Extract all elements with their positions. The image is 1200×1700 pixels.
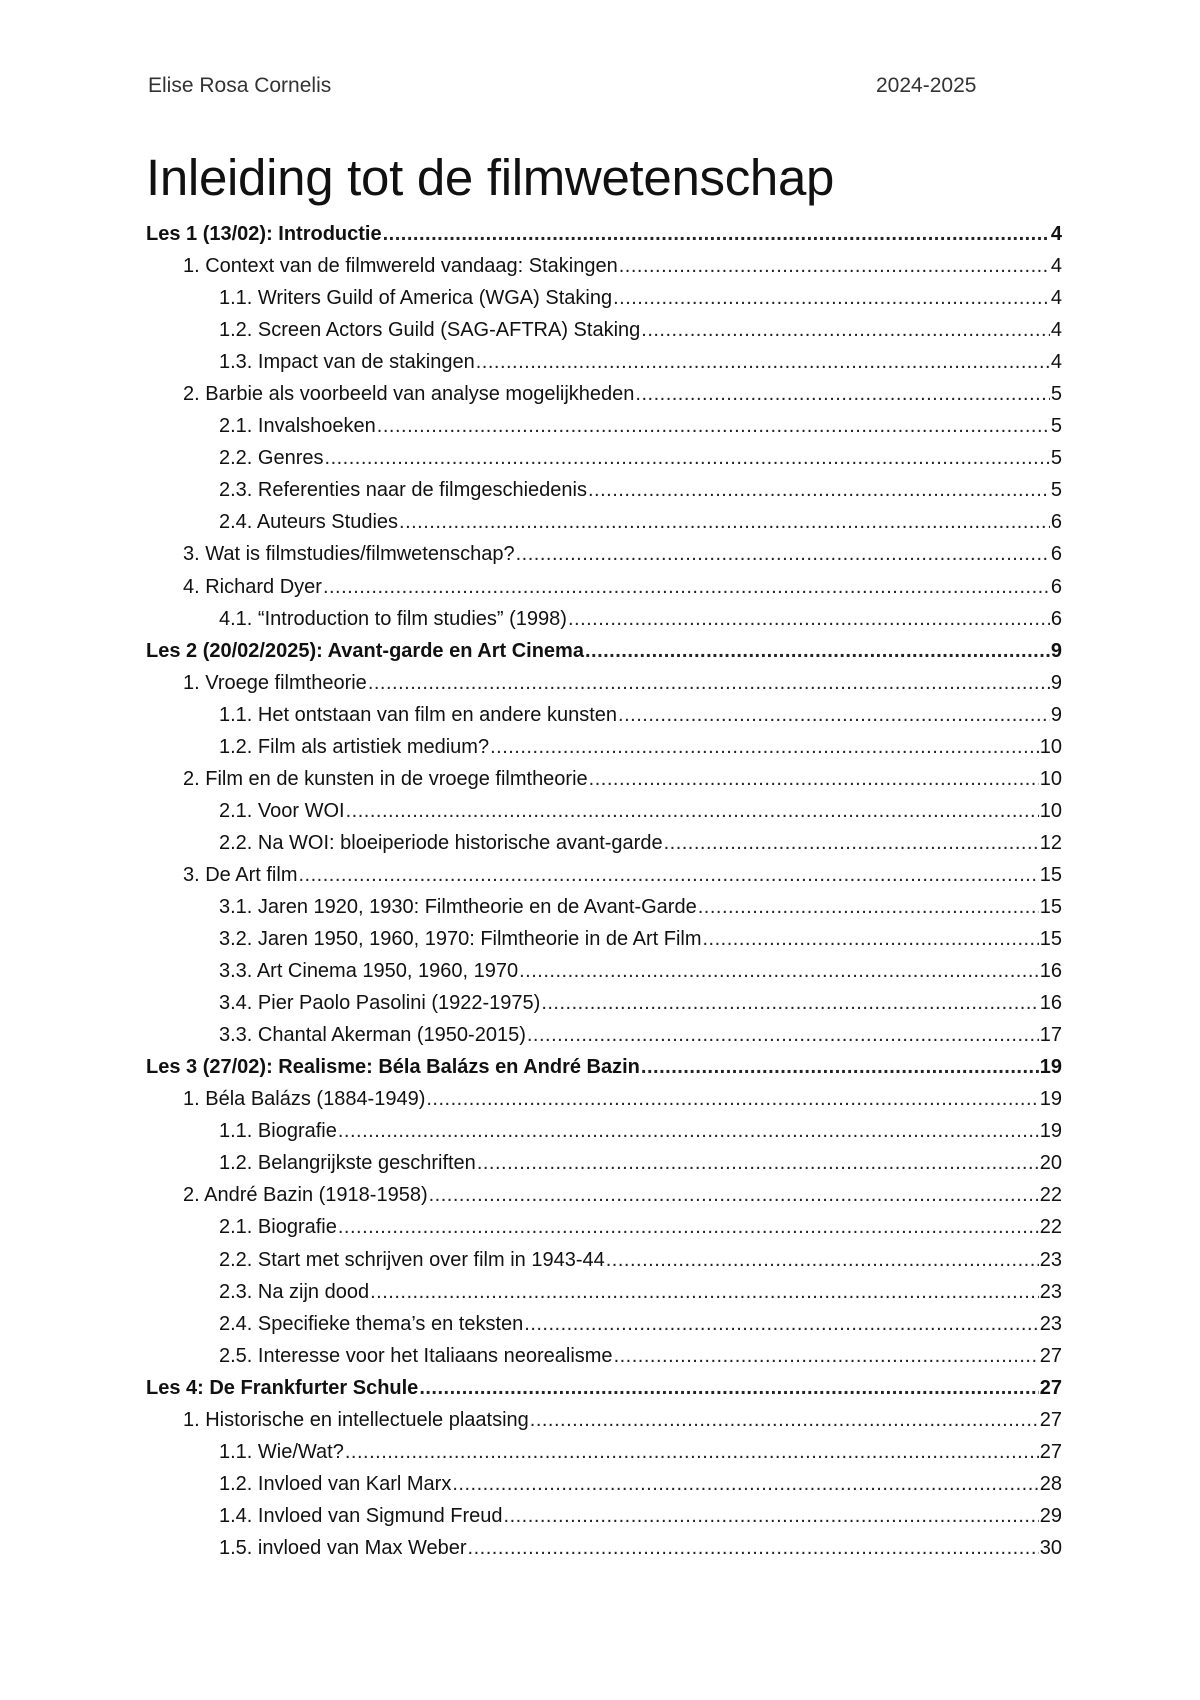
- toc-entry-page-number[interactable]: 6: [1050, 511, 1062, 534]
- toc-entry-page-number[interactable]: 28: [1039, 1472, 1062, 1495]
- toc-entry-page-number[interactable]: 9: [1050, 703, 1062, 726]
- toc-entry-title[interactable]: 1. Context van de filmwereld vandaag: Stakingen: [183, 255, 618, 278]
- toc-entry-title[interactable]: 2.2. Na WOI: bloeiperiode historische avant-garde: [219, 831, 663, 854]
- toc-dot-leader: [527, 1019, 1039, 1051]
- toc-entry-page-number[interactable]: 4: [1050, 351, 1062, 374]
- toc-entry-title[interactable]: 2.1. Biografie: [219, 1216, 337, 1239]
- toc-entry-page-number[interactable]: 16: [1039, 960, 1062, 983]
- toc-entry-page-number[interactable]: 22: [1039, 1216, 1062, 1239]
- toc-entry-title[interactable]: 1.5. invloed van Max Weber: [219, 1536, 467, 1559]
- toc-dot-leader: [589, 763, 1039, 795]
- toc-dot-leader: [429, 1179, 1039, 1211]
- toc-entry-page-number[interactable]: 17: [1039, 1024, 1062, 1047]
- toc-entry-title[interactable]: 2.1. Invalshoeken: [219, 415, 376, 438]
- toc-entry-title[interactable]: 2.2. Genres: [219, 447, 324, 470]
- toc-entry-title[interactable]: 1.2. Film als artistiek medium?: [219, 735, 490, 758]
- toc-entry-title[interactable]: 2. Barbie als voorbeeld van analyse mogelijkheden: [183, 383, 635, 406]
- toc-entry-title[interactable]: 1.1. Wie/Wat?: [219, 1440, 344, 1463]
- toc-entry-page-number[interactable]: 19: [1039, 1120, 1062, 1143]
- toc-entry[interactable]: [146, 987, 1062, 1019]
- toc-entry-page-number[interactable]: 27: [1039, 1376, 1062, 1399]
- toc-entry-page-number[interactable]: 10: [1039, 735, 1062, 758]
- toc-entry-page-number[interactable]: 19: [1039, 1056, 1062, 1079]
- toc-entry-title[interactable]: 1.1. Writers Guild of America (WGA) Staking: [219, 287, 613, 310]
- toc-entry-title[interactable]: 1. Vroege filmtheorie: [183, 671, 367, 694]
- toc-entry-title[interactable]: 1. Béla Balázs (1884-1949): [183, 1088, 426, 1111]
- toc-entry[interactable]: [146, 1532, 1062, 1564]
- toc-entry-title[interactable]: 2.2. Start met schrijven over film in 1943-44: [219, 1248, 605, 1271]
- toc-dot-leader: [516, 538, 1050, 570]
- toc-entry-page-number[interactable]: 9: [1050, 639, 1062, 662]
- toc-entry-page-number[interactable]: 23: [1039, 1248, 1062, 1271]
- toc-entry-title[interactable]: 1.2. Belangrijkste geschriften: [219, 1152, 476, 1175]
- header-year: 2024-2025: [876, 74, 977, 97]
- toc-entry-page-number[interactable]: 16: [1039, 992, 1062, 1015]
- toc-entry-title[interactable]: 2.1. Voor WOI: [219, 799, 345, 822]
- toc-entry-title[interactable]: 2.4. Specifieke thema’s en teksten: [219, 1312, 524, 1335]
- toc-entry[interactable]: [146, 891, 1062, 923]
- toc-entry-title[interactable]: 1. Historische en intellectuele plaatsing: [183, 1408, 529, 1431]
- toc-dot-leader: [477, 1147, 1039, 1179]
- toc-entry-title[interactable]: 3.2. Jaren 1950, 1960, 1970: Filmtheorie in de Art Film: [219, 928, 702, 951]
- toc-entry-page-number[interactable]: 15: [1039, 895, 1062, 918]
- toc-dot-leader: [298, 859, 1038, 891]
- toc-entry-title[interactable]: 1.2. Invloed van Karl Marx: [219, 1472, 452, 1495]
- toc-dot-leader: [641, 314, 1050, 346]
- toc-entry-page-number[interactable]: 4: [1050, 255, 1062, 278]
- toc-entry[interactable]: [146, 1244, 1062, 1276]
- toc-entry[interactable]: [146, 955, 1062, 987]
- toc-dot-leader: [613, 282, 1050, 314]
- toc-entry[interactable]: [146, 1083, 1062, 1115]
- toc-dot-leader: [524, 1308, 1038, 1340]
- toc-entry-page-number[interactable]: 5: [1050, 447, 1062, 470]
- toc-dot-leader: [338, 1115, 1039, 1147]
- toc-entry-page-number[interactable]: 9: [1050, 671, 1062, 694]
- toc-entry[interactable]: [146, 1404, 1062, 1436]
- toc-dot-leader: [618, 699, 1050, 731]
- toc-entry[interactable]: [146, 1276, 1062, 1308]
- toc-entry-title[interactable]: 4.1. “Introduction to film studies” (1998): [219, 607, 567, 630]
- toc-dot-leader: [468, 1532, 1039, 1564]
- toc-entry[interactable]: [146, 1372, 1062, 1404]
- toc-entry-page-number[interactable]: 29: [1039, 1504, 1062, 1527]
- toc-entry[interactable]: [146, 378, 1062, 410]
- table-of-contents: [146, 218, 1062, 1564]
- toc-entry[interactable]: [146, 827, 1062, 859]
- toc-dot-leader: [641, 1051, 1039, 1083]
- toc-entry-title[interactable]: Les 3 (27/02): Realisme: Béla Balázs en André Bazin: [146, 1056, 640, 1079]
- toc-entry[interactable]: [146, 410, 1062, 442]
- toc-entry[interactable]: [146, 474, 1062, 506]
- toc-entry-title[interactable]: 2. André Bazin (1918-1958): [183, 1184, 428, 1207]
- toc-entry-title[interactable]: 3. Wat is filmstudies/filmwetenschap?: [183, 543, 515, 566]
- toc-entry-page-number[interactable]: 19: [1039, 1088, 1062, 1111]
- toc-entry[interactable]: [146, 699, 1062, 731]
- toc-entry-page-number[interactable]: 23: [1039, 1280, 1062, 1303]
- toc-entry-page-number[interactable]: 27: [1039, 1344, 1062, 1367]
- toc-dot-leader: [635, 378, 1049, 410]
- toc-entry-page-number[interactable]: 6: [1050, 607, 1062, 630]
- toc-entry-title[interactable]: 2.3. Referenties naar de filmgeschiedenis: [219, 479, 587, 502]
- toc-entry[interactable]: [146, 282, 1062, 314]
- toc-entry[interactable]: [146, 603, 1062, 635]
- toc-entry[interactable]: [146, 795, 1062, 827]
- toc-entry-page-number[interactable]: 22: [1039, 1184, 1062, 1207]
- toc-entry-title[interactable]: Les 2 (20/02/2025): Avant-garde en Art Cinema: [146, 639, 584, 662]
- toc-entry-title[interactable]: 4. Richard Dyer: [183, 575, 322, 598]
- toc-entry[interactable]: [146, 763, 1062, 795]
- toc-entry[interactable]: [146, 1179, 1062, 1211]
- toc-entry-page-number[interactable]: 10: [1039, 799, 1062, 822]
- toc-entry-title[interactable]: 1.2. Screen Actors Guild (SAG-AFTRA) Staking: [219, 319, 641, 342]
- toc-entry-title[interactable]: Les 1 (13/02): Introductie: [146, 223, 382, 245]
- toc-entry-page-number[interactable]: 6: [1050, 543, 1062, 566]
- toc-dot-leader: [383, 218, 1050, 250]
- toc-entry-page-number[interactable]: 12: [1039, 831, 1062, 854]
- toc-entry[interactable]: [146, 731, 1062, 763]
- toc-entry-page-number[interactable]: 10: [1039, 767, 1062, 790]
- toc-dot-leader: [504, 1500, 1039, 1532]
- toc-entry-title[interactable]: 3.3. Art Cinema 1950, 1960, 1970: [219, 960, 519, 983]
- toc-entry-title[interactable]: 1.4. Invloed van Sigmund Freud: [219, 1504, 503, 1527]
- toc-entry-page-number[interactable]: 30: [1039, 1536, 1062, 1559]
- toc-dot-leader: [588, 474, 1050, 506]
- toc-entry[interactable]: [146, 635, 1062, 667]
- toc-entry[interactable]: [146, 250, 1062, 282]
- toc-entry-title[interactable]: 2.3. Na zijn dood: [219, 1280, 370, 1303]
- toc-dot-leader: [377, 410, 1050, 442]
- toc-entry[interactable]: [146, 571, 1062, 603]
- toc-entry-title[interactable]: 1.1. Het ontstaan van film en andere kunsten: [219, 703, 618, 726]
- toc-dot-leader: [338, 1211, 1039, 1243]
- toc-dot-leader: [419, 1372, 1038, 1404]
- toc-entry[interactable]: [146, 1500, 1062, 1532]
- toc-entry[interactable]: [146, 1147, 1062, 1179]
- toc-dot-leader: [664, 827, 1039, 859]
- toc-entry-title[interactable]: 2.5. Interesse voor het Italiaans neorealisme: [219, 1344, 613, 1367]
- toc-entry-title[interactable]: 3. De Art film: [183, 863, 298, 886]
- toc-entry-page-number[interactable]: 27: [1039, 1408, 1062, 1431]
- toc-entry[interactable]: [146, 1436, 1062, 1468]
- toc-entry[interactable]: [146, 346, 1062, 378]
- toc-dot-leader: [345, 1436, 1039, 1468]
- toc-dot-leader: [490, 731, 1039, 763]
- toc-entry[interactable]: [146, 667, 1062, 699]
- toc-entry-page-number[interactable]: 23: [1039, 1312, 1062, 1335]
- toc-entry-page-number[interactable]: 27: [1039, 1440, 1062, 1463]
- toc-entry-page-number[interactable]: 4: [1050, 223, 1062, 245]
- toc-dot-leader: [323, 571, 1050, 603]
- toc-dot-leader: [585, 635, 1050, 667]
- header-author: Elise Rosa Cornelis: [148, 74, 332, 97]
- toc-dot-leader: [698, 891, 1039, 923]
- toc-dot-leader: [568, 603, 1050, 635]
- toc-entry-page-number[interactable]: 5: [1050, 415, 1062, 438]
- toc-entry[interactable]: [146, 1051, 1062, 1083]
- toc-entry[interactable]: [146, 923, 1062, 955]
- toc-dot-leader: [370, 1276, 1039, 1308]
- toc-entry[interactable]: [146, 1115, 1062, 1147]
- toc-entry-title[interactable]: 1.3. Impact van de stakingen: [219, 351, 475, 374]
- toc-entry-title[interactable]: 1.1. Biografie: [219, 1120, 337, 1143]
- toc-entry-title[interactable]: 2.4. Auteurs Studies: [219, 511, 399, 534]
- toc-dot-leader: [325, 442, 1050, 474]
- toc-entry-title[interactable]: 3.3. Chantal Akerman (1950-2015): [219, 1024, 526, 1047]
- toc-dot-leader: [368, 667, 1050, 699]
- toc-dot-leader: [452, 1468, 1038, 1500]
- toc-entry[interactable]: [146, 1019, 1062, 1051]
- toc-entry-page-number[interactable]: 20: [1039, 1152, 1062, 1175]
- toc-entry[interactable]: [146, 218, 1062, 250]
- toc-entry[interactable]: [146, 538, 1062, 570]
- toc-dot-leader: [399, 506, 1050, 538]
- toc-entry[interactable]: [146, 1468, 1062, 1500]
- toc-entry-page-number[interactable]: 5: [1050, 383, 1062, 406]
- toc-entry-title[interactable]: 2. Film en de kunsten in de vroege filmtheorie: [183, 767, 588, 790]
- toc-dot-leader: [346, 795, 1039, 827]
- toc-dot-leader: [530, 1404, 1039, 1436]
- toc-entry[interactable]: [146, 1308, 1062, 1340]
- toc-entry[interactable]: [146, 859, 1062, 891]
- toc-entry-page-number[interactable]: 15: [1039, 928, 1062, 951]
- document-title: Inleiding tot de filmwetenschap: [146, 149, 835, 206]
- toc-entry-page-number[interactable]: 5: [1050, 479, 1062, 502]
- toc-entry[interactable]: [146, 1211, 1062, 1243]
- toc-entry-title[interactable]: 3.1. Jaren 1920, 1930: Filmtheorie en de Avant-Garde: [219, 895, 697, 918]
- toc-entry-page-number[interactable]: 4: [1050, 319, 1062, 342]
- toc-dot-leader: [606, 1244, 1039, 1276]
- toc-dot-leader: [614, 1340, 1039, 1372]
- toc-entry-page-number[interactable]: 4: [1050, 287, 1062, 310]
- toc-entry-title[interactable]: Les 4: De Frankfurter Schule: [146, 1376, 419, 1399]
- toc-entry[interactable]: [146, 442, 1062, 474]
- toc-entry[interactable]: [146, 506, 1062, 538]
- toc-dot-leader: [703, 923, 1039, 955]
- toc-entry-page-number[interactable]: 6: [1050, 575, 1062, 598]
- toc-dot-leader: [619, 250, 1050, 282]
- toc-dot-leader: [476, 346, 1050, 378]
- toc-dot-leader: [519, 955, 1039, 987]
- toc-entry-page-number[interactable]: 15: [1039, 863, 1062, 886]
- toc-dot-leader: [541, 987, 1038, 1019]
- toc-dot-leader: [426, 1083, 1038, 1115]
- toc-entry[interactable]: [146, 1340, 1062, 1372]
- toc-entry[interactable]: [146, 314, 1062, 346]
- toc-entry-title[interactable]: 3.4. Pier Paolo Pasolini (1922-1975): [219, 992, 541, 1015]
